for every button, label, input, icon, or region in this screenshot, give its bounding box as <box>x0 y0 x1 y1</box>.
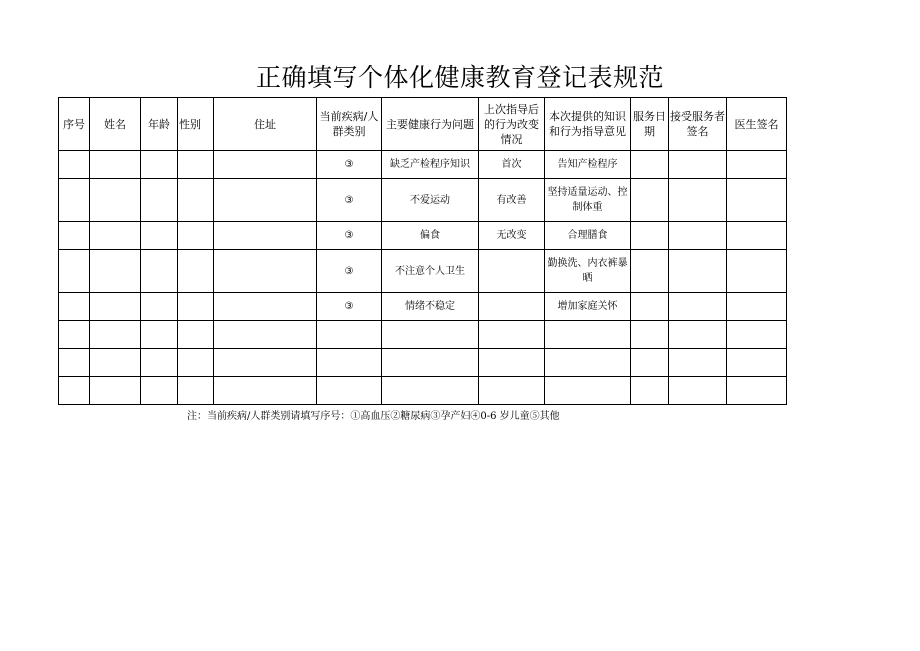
cell-category: ③ <box>317 250 382 293</box>
cell-change <box>479 250 545 293</box>
cell-advice: 合理膳食 <box>545 222 631 250</box>
cell-recipient-signature <box>669 151 727 179</box>
cell-recipient-signature <box>669 293 727 321</box>
cell-age <box>141 349 178 377</box>
cell-index <box>59 222 90 250</box>
cell-date <box>631 179 669 222</box>
cell-category <box>317 349 382 377</box>
cell-category: ③ <box>317 293 382 321</box>
cell-index <box>59 293 90 321</box>
header-name: 姓名 <box>90 98 141 151</box>
cell-address <box>214 349 317 377</box>
cell-name <box>90 293 141 321</box>
cell-name <box>90 377 141 405</box>
cell-change: 首次 <box>479 151 545 179</box>
cell-advice <box>545 349 631 377</box>
cell-doctor-signature <box>727 222 787 250</box>
cell-advice <box>545 321 631 349</box>
table-row <box>59 293 787 321</box>
table-row <box>59 377 787 405</box>
cell-change <box>479 321 545 349</box>
cell-age <box>141 250 178 293</box>
cell-doctor-signature <box>727 151 787 179</box>
cell-address <box>214 250 317 293</box>
header-index: 序号 <box>59 98 90 151</box>
cell-category: ③ <box>317 179 382 222</box>
cell-problem: 偏食 <box>382 222 479 250</box>
cell-advice: 增加家庭关怀 <box>545 293 631 321</box>
header-problem: 主要健康行为问题 <box>382 98 479 151</box>
table-row <box>59 321 787 349</box>
cell-change <box>479 293 545 321</box>
cell-age <box>141 293 178 321</box>
cell-problem: 缺乏产检程序知识 <box>382 151 479 179</box>
table-row <box>59 349 787 377</box>
cell-recipient-signature <box>669 321 727 349</box>
cell-date <box>631 349 669 377</box>
cell-doctor-signature <box>727 293 787 321</box>
cell-date <box>631 293 669 321</box>
cell-category <box>317 377 382 405</box>
table-row <box>59 179 787 222</box>
cell-recipient-signature <box>669 349 727 377</box>
cell-doctor-signature <box>727 321 787 349</box>
cell-name <box>90 321 141 349</box>
cell-name <box>90 349 141 377</box>
cell-recipient-signature <box>669 250 727 293</box>
cell-problem <box>382 349 479 377</box>
cell-name <box>90 222 141 250</box>
cell-address <box>214 377 317 405</box>
header-address: 住址 <box>214 98 317 151</box>
cell-recipient-signature <box>669 179 727 222</box>
cell-recipient-signature <box>669 377 727 405</box>
cell-gender <box>178 151 214 179</box>
footnote: 注：当前疾病/人群类别请填写序号：①高血压②糖尿病③孕产妇④0-6 岁儿童⑤其他 <box>187 411 560 422</box>
table-row <box>59 250 787 293</box>
cell-doctor-signature <box>727 349 787 377</box>
cell-date <box>631 321 669 349</box>
cell-gender <box>178 293 214 321</box>
header-recipient-signature: 接受服务者签名 <box>669 98 727 151</box>
cell-advice: 勤换洗、内衣裤暴晒 <box>545 250 631 293</box>
cell-index <box>59 377 90 405</box>
cell-name <box>90 151 141 179</box>
cell-doctor-signature <box>727 250 787 293</box>
cell-doctor-signature <box>727 377 787 405</box>
header-advice: 本次提供的知识和行为指导意见 <box>545 98 631 151</box>
page-title: 正确填写个体化健康教育登记表规范 <box>255 63 664 92</box>
cell-category: ③ <box>317 151 382 179</box>
cell-problem <box>382 377 479 405</box>
cell-doctor-signature <box>727 179 787 222</box>
cell-change: 无改变 <box>479 222 545 250</box>
cell-problem <box>382 321 479 349</box>
cell-category: ③ <box>317 222 382 250</box>
cell-age <box>141 151 178 179</box>
cell-problem: 不爱运动 <box>382 179 479 222</box>
header-change: 上次指导后的行为改变情况 <box>479 98 545 151</box>
cell-address <box>214 151 317 179</box>
cell-gender <box>178 179 214 222</box>
cell-name <box>90 179 141 222</box>
cell-name <box>90 250 141 293</box>
cell-change <box>479 349 545 377</box>
cell-recipient-signature <box>669 222 727 250</box>
cell-date <box>631 377 669 405</box>
cell-gender <box>178 250 214 293</box>
cell-age <box>141 222 178 250</box>
health-education-table <box>58 97 787 405</box>
cell-address <box>214 293 317 321</box>
cell-date <box>631 222 669 250</box>
header-row <box>59 98 787 151</box>
cell-address <box>214 222 317 250</box>
cell-address <box>214 321 317 349</box>
table-row <box>59 222 787 250</box>
cell-change <box>479 377 545 405</box>
cell-index <box>59 250 90 293</box>
header-gender: 性别 <box>178 98 214 151</box>
header-date: 服务日期 <box>631 98 669 151</box>
cell-age <box>141 321 178 349</box>
cell-change: 有改善 <box>479 179 545 222</box>
table-row <box>59 151 787 179</box>
cell-gender <box>178 377 214 405</box>
cell-problem: 情绪不稳定 <box>382 293 479 321</box>
cell-category <box>317 321 382 349</box>
cell-problem: 不注意个人卫生 <box>382 250 479 293</box>
cell-advice: 告知产检程序 <box>545 151 631 179</box>
cell-index <box>59 321 90 349</box>
cell-date <box>631 151 669 179</box>
header-age: 年龄 <box>141 98 178 151</box>
cell-gender <box>178 349 214 377</box>
cell-age <box>141 179 178 222</box>
cell-gender <box>178 222 214 250</box>
header-doctor-signature: 医生签名 <box>727 98 787 151</box>
header-category: 当前疾病/人群类别 <box>317 98 382 151</box>
cell-date <box>631 250 669 293</box>
cell-advice <box>545 377 631 405</box>
cell-age <box>141 377 178 405</box>
cell-address <box>214 179 317 222</box>
cell-gender <box>178 321 214 349</box>
cell-index <box>59 151 90 179</box>
cell-index <box>59 179 90 222</box>
cell-index <box>59 349 90 377</box>
cell-advice: 坚持适量运动、控制体重 <box>545 179 631 222</box>
